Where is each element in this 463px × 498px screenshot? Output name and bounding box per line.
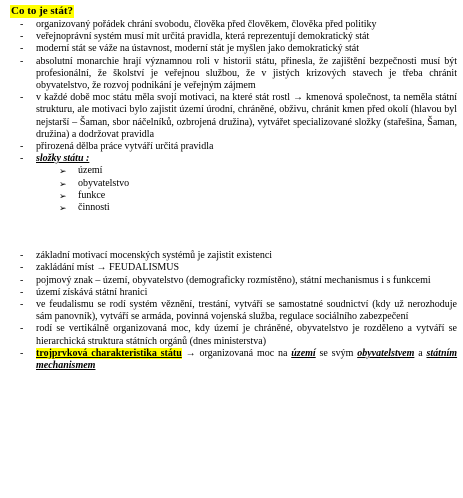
component-item xyxy=(59,165,457,177)
list-item-text: území získává státní hranici xyxy=(36,286,148,298)
list-item-text: pojmový znak – území, obyvatelstvo (demograficky rozmístěno), státní mechanismus i s funkcemi xyxy=(36,274,431,286)
dash-bullet: - xyxy=(20,274,24,286)
arrow-icon: → xyxy=(96,262,107,274)
list-item xyxy=(10,19,457,31)
dash-bullet: - xyxy=(20,19,24,30)
list-item-characteristics xyxy=(10,348,457,372)
characteristics-text-2: se svým xyxy=(319,347,354,359)
list-item-text: rodí se vertikálně organizovaná moc, kdy území je chráněné, obyvatelstvo je rozděleno a vytváří se hierarchická struktura státních orgánů (dnes ministerstva) xyxy=(36,323,457,347)
list-item xyxy=(10,287,457,299)
dash-bullet: - xyxy=(20,153,24,165)
chevron-bullet-icon: ➢ xyxy=(59,203,67,214)
list-item-text: přirozená dělba práce vytváří určitá pravidla xyxy=(36,141,214,153)
component-text: území xyxy=(78,165,103,177)
feudal-text: zakládání míst xyxy=(36,262,95,274)
list-item xyxy=(10,299,457,323)
term-state-mechanism: státním mechanismem xyxy=(36,347,458,372)
blank-space xyxy=(10,214,457,250)
components-list xyxy=(36,165,457,214)
dash-bullet: - xyxy=(20,55,24,67)
feudalism-term: FEUDALISMUS xyxy=(109,262,180,274)
list-item xyxy=(10,250,457,262)
highlighted-term: trojprvková charakteristika státu xyxy=(36,347,182,359)
component-text: funkce xyxy=(78,189,106,201)
dash-bullet: - xyxy=(20,286,24,298)
chevron-bullet-icon: ➢ xyxy=(59,190,67,201)
power-text-1: v každé době moc státu měla svojí motivaci, na které stát rostl xyxy=(36,92,291,104)
list-item-text: ve feudalismu se rodí systém věznění, trestání, vytváří se samostatné soudnictví (kdy už nerozhoduje sám panovník), vytváří se armáda, povinná vojenská služba, regulace sociálního zabezpečení xyxy=(36,299,457,323)
arrow-icon: → xyxy=(293,92,303,104)
arrow-icon: → xyxy=(185,347,196,359)
characteristics-text-1: organizovaná moc na xyxy=(199,347,288,359)
list-item xyxy=(10,323,457,347)
component-item xyxy=(59,190,457,202)
list-item xyxy=(10,141,457,153)
dash-bullet: - xyxy=(20,31,24,43)
component-text: obyvatelstvo xyxy=(78,177,130,189)
term-territory: území xyxy=(291,347,316,359)
list-item-text: moderní stát se váže na ústavnost, moderní stát je myšlen jako demokratický stát xyxy=(36,43,359,55)
chevron-bullet-icon: ➢ xyxy=(59,166,67,177)
list-item-feudal xyxy=(10,262,457,274)
dash-bullet: - xyxy=(20,141,24,153)
component-item xyxy=(59,178,457,190)
power-text-2: kmenová společnost, ta neměla státní strukturu, ale motivaci bylo zajistit území úrodní, chráněné, obživu, chránit kmen před okolí (hlavou byl nejstarší – Šaman, sbor náčelníků, ozbrojená družina), vytvářet specializované složky (stařešina, Šaman, družina) a dodržovat pravidla xyxy=(36,92,458,140)
main-list-continued xyxy=(10,250,457,372)
list-item xyxy=(10,275,457,287)
term-population: obyvatelstvem xyxy=(357,347,415,359)
dash-bullet: - xyxy=(20,250,24,262)
list-item-text: absolutní monarchie hrají významnou roli v historii státu, přinesla, že zajištění bezpečnosti musí být profesionální, že školství je veřejnou službou, že v jistých krizových stavech je třeba chránit obyvatelstvo, že rozvoj podnikání je veřejným zájmem xyxy=(36,55,457,92)
dash-bullet: - xyxy=(20,43,24,55)
list-item-text: základní motivací mocenských systémů je zajistit existenci xyxy=(36,250,273,262)
list-item xyxy=(10,43,457,55)
dash-bullet: - xyxy=(20,262,24,274)
dash-bullet: - xyxy=(20,347,24,359)
components-label: složky státu : xyxy=(36,153,90,165)
components-item xyxy=(10,153,457,214)
list-item xyxy=(10,56,457,93)
dash-bullet: - xyxy=(20,299,24,311)
heading: Co to je stát? xyxy=(11,5,74,17)
component-text: činnosti xyxy=(78,202,110,214)
chevron-bullet-icon: ➢ xyxy=(59,178,67,189)
list-item-power xyxy=(10,92,457,141)
dash-bullet: - xyxy=(20,92,24,104)
list-item-text: organizovaný pořádek chrání svobodu, člověka před člověkem, člověka před politiky xyxy=(36,19,377,30)
component-item xyxy=(59,202,457,214)
main-list xyxy=(10,19,457,214)
characteristics-text-3: a xyxy=(418,347,423,359)
list-item-text: veřejnoprávní systém musí mít určitá pravidla, která reprezentují demokratický stát xyxy=(36,31,370,43)
dash-bullet: - xyxy=(20,323,24,335)
list-item xyxy=(10,31,457,43)
